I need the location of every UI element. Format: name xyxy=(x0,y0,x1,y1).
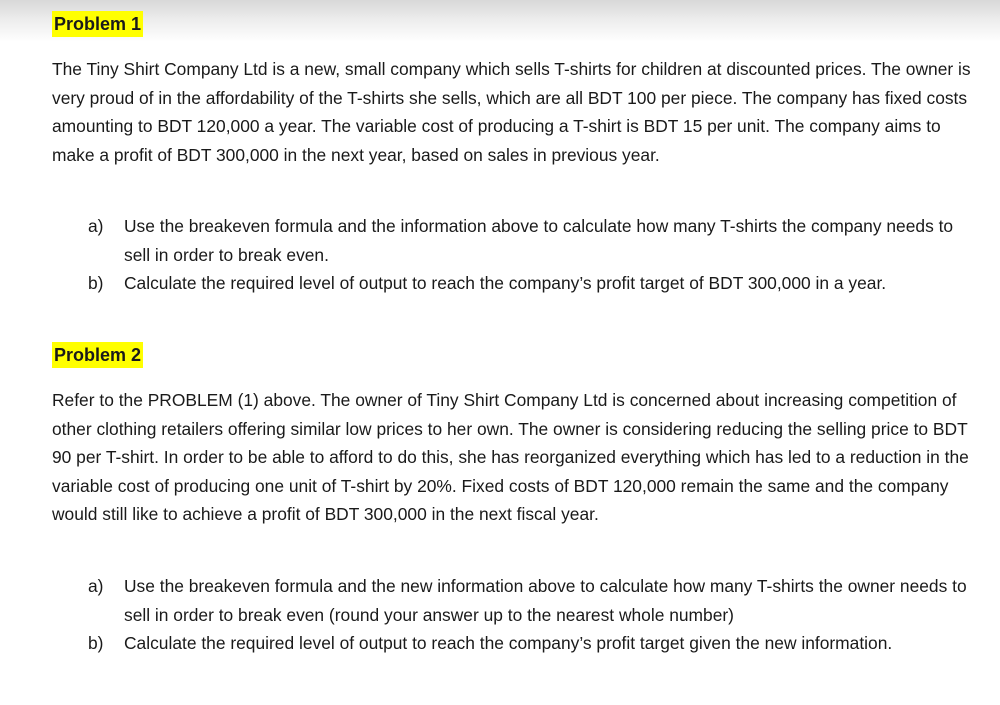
question-item xyxy=(88,269,978,298)
question-item xyxy=(88,629,978,658)
question-text: Use the breakeven formula and the new information above to calculate how many T-shirts the owner needs to sell in order to break even (round your answer up to the nearest whole number) xyxy=(124,576,967,625)
top-shadow xyxy=(0,0,1000,42)
problem-2-heading: Problem 2 xyxy=(52,342,143,368)
problem-1-questions xyxy=(88,212,978,298)
problem-2-paragraph: Refer to the PROBLEM (1) above. The owner of Tiny Shirt Company Ltd is concerned about increasing competition of other clothing retailers offering similar low prices to her own. The owner is considering reducing the selling price to BDT 90 per T-shirt. In order to be able to afford to do this, she has reorganized everything which has led to a reduction in the variable cost of producing one unit of T-shirt by 20%. Fixed costs of BDT 120,000 remain the same and the company would still like to achieve a profit of BDT 300,000 in the next fiscal year. xyxy=(52,390,969,524)
question-marker: a) xyxy=(88,216,104,236)
problem-1-paragraph: The Tiny Shirt Company Ltd is a new, small company which sells T-shirts for children at discounted prices. The owner is very proud of in the affordability of the T-shirts she sells, which are all BDT 100 per piece. The company has fixed costs amounting to BDT 120,000 a year. The variable cost of producing a T-shirt is BDT 15 per unit. The company aims to make a profit of BDT 300,000 in the next year, based on sales in previous year. xyxy=(52,59,971,165)
question-marker: b) xyxy=(88,633,104,653)
question-text: Use the breakeven formula and the information above to calculate how many T-shirts the company needs to sell in order to break even. xyxy=(124,216,954,265)
question-item xyxy=(88,212,978,269)
question-marker: b) xyxy=(88,273,104,293)
problem-1-heading: Problem 1 xyxy=(52,11,143,37)
question-marker: a) xyxy=(88,576,104,596)
question-text: Calculate the required level of output to reach the company’s profit target given the new information. xyxy=(124,633,893,653)
problem-2-questions xyxy=(88,572,978,658)
question-text: Calculate the required level of output to reach the company’s profit target of BDT 300,000 in a year. xyxy=(124,273,887,293)
question-item xyxy=(88,572,978,629)
